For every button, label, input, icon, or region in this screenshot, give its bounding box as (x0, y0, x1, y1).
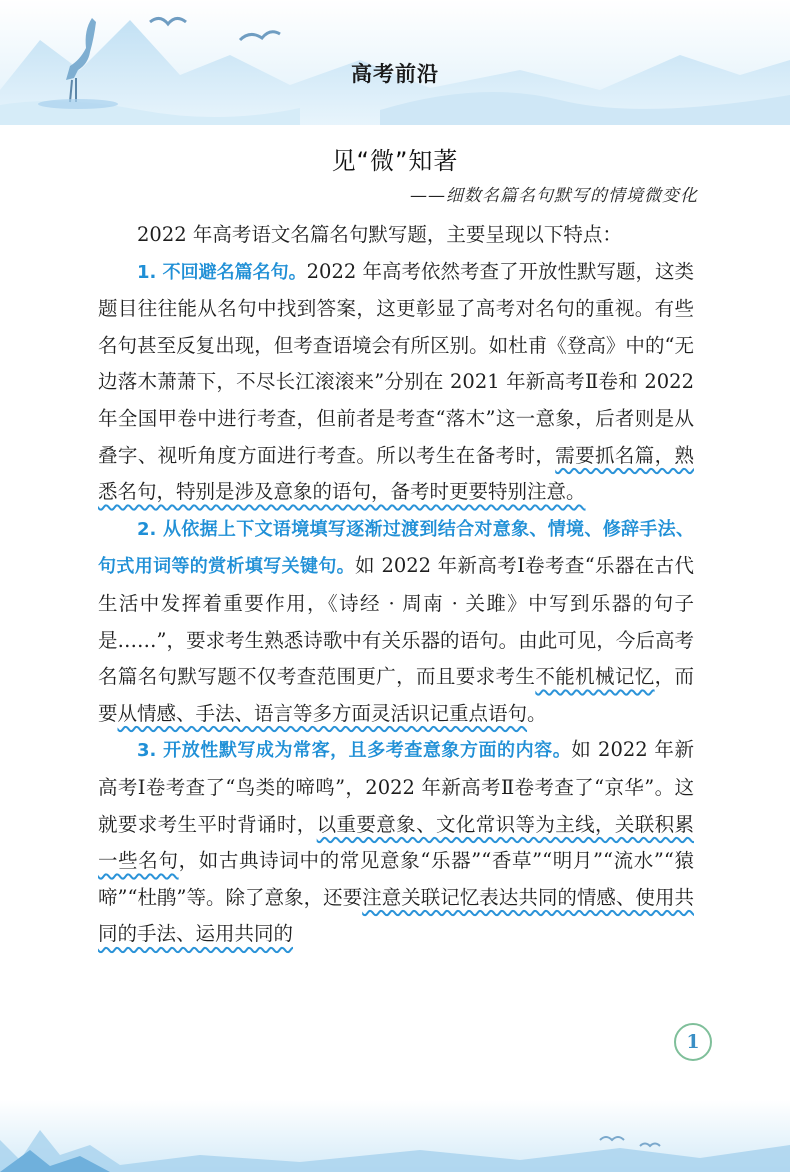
point-heading-3: 3. 开放性默写成为常客，且多考查意象方面的内容。 (137, 740, 572, 762)
intro-paragraph: 2022 年高考语文名篇名句默写题，主要呈现以下特点： (137, 223, 622, 246)
point-text-2a: 如 2022 年新高考Ⅰ卷考查“乐器在古代生活中发挥着重要作用，《诗经 · 周南 · 关雎》中写到乐器的句子是……”，要求考生熟悉诗歌中有关乐器的语句。由此可见，今后高考名篇名句默写题不仅考查范围更广，而且要求考生 (98, 554, 695, 689)
point-text-2c: 。 (527, 701, 547, 725)
footer-banner (0, 1100, 790, 1172)
point-text-1: 2022 年高考依然考查了开放性默写题，这类题目往往能从名句中找到答案，这更彰显了高考对名句的重视。有些名句甚至反复出现，但考查语境会有所区别。如杜甫《登高》中的“无边落木萧萧下，不尽长江滚滚来”分别在 2021 年新高考Ⅱ卷和 2022 年全国甲卷中进行考查，但前者是考查“落木”这一意象，后者则是从叠字、视听角度方面进行考查。所以考生在备考时， (98, 259, 694, 467)
section-title: 高考前沿 (351, 62, 439, 86)
header-banner (0, 0, 790, 125)
point-underlined-2b: 从情感、手法、语言等多方面灵活识记重点语句 (117, 701, 528, 725)
point-heading-1: 1. 不回避名篇名句。 (137, 261, 307, 283)
page-number: 1 (674, 1023, 712, 1061)
point-paragraph-3 (98, 732, 694, 953)
article-title: 见“微”知著 (331, 147, 459, 175)
point-underlined-2a: 不能机械记忆 (535, 665, 655, 689)
point-underlined-3b: 注意关联记忆表达共同的情感、使用共同的手法、运用共同的 (98, 885, 694, 946)
point-paragraph-2 (98, 511, 694, 733)
point-text-3a: 如 2022 年新高考Ⅰ卷考查了“鸟类的啼鸣”，2022 年新高考Ⅱ卷考查了“京华”。这就要求考生平时背诵时， (98, 738, 694, 836)
article-body (98, 217, 694, 953)
mountain-landscape-icon (0, 1100, 790, 1172)
point-underlined-1: 需要抓名篇，熟悉名句，特别是涉及意象的语句，备考时更要特别注意。 (98, 443, 694, 504)
point-paragraph-1 (98, 254, 694, 511)
point-underlined-3a: 以重要意象、文化常识等为主线，关联积累一些名句 (98, 812, 694, 873)
point-text-3b: ，如古典诗词中的常见意象“乐器”“香草”“明月”“流水”“猿啼”“杜鹃”等。除了意象，还要 (98, 849, 694, 909)
article-subtitle: ——细数名篇名句默写的情境微变化 (410, 186, 698, 206)
point-text-2b: ，而要 (98, 665, 694, 725)
point-heading-2: 2. 从依据上下文语境填写逐渐过渡到结合对意象、情境、修辞手法、句式用词等的赏析填写关键句。 (98, 518, 694, 578)
